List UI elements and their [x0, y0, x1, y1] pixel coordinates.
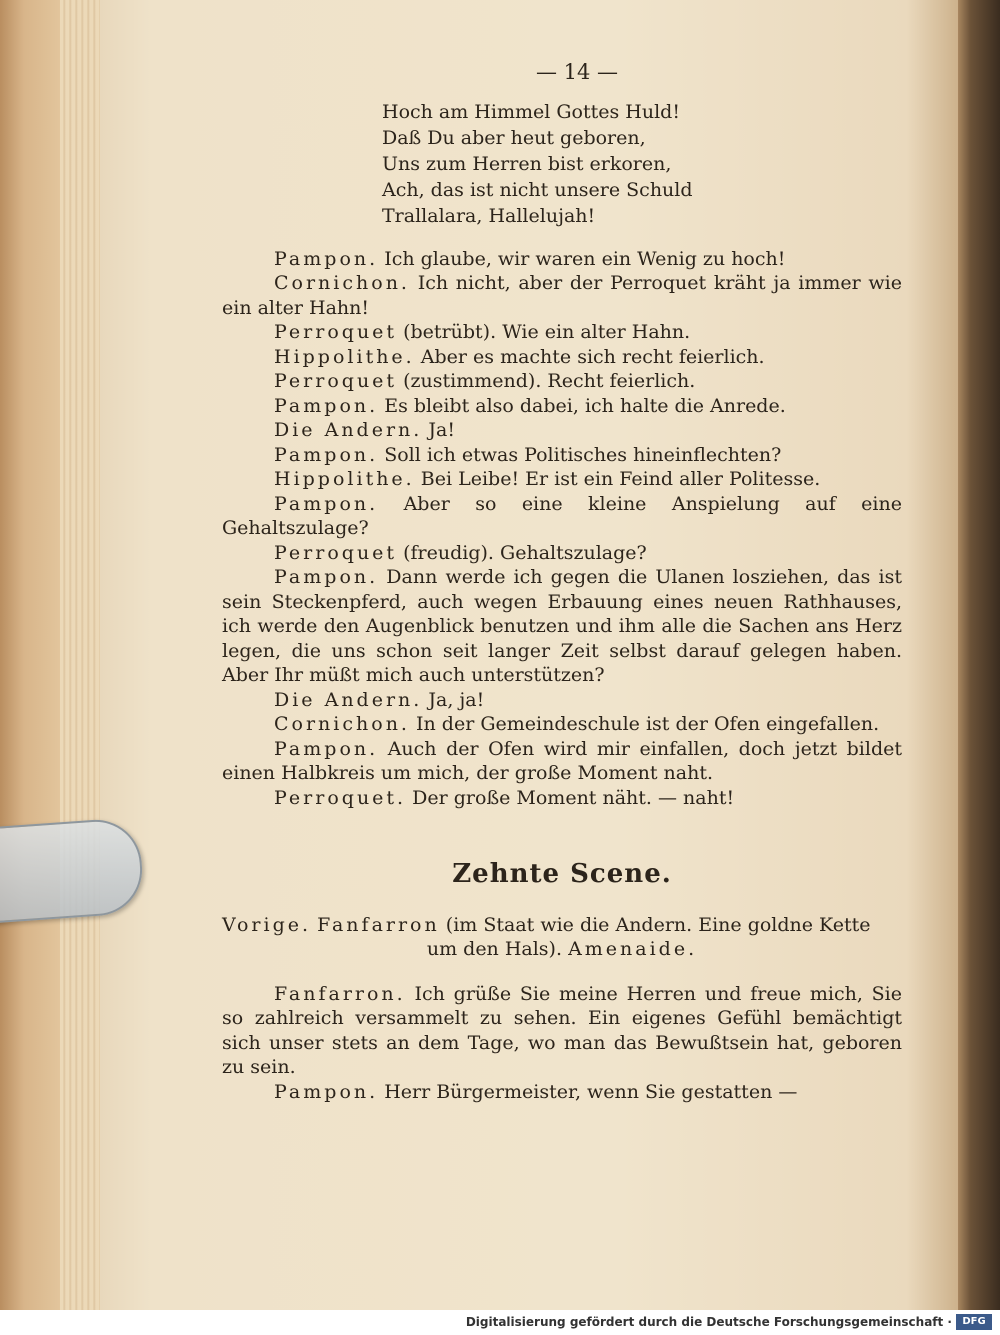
page-edges — [60, 0, 100, 1310]
spoken-text: Recht feierlich. — [547, 370, 696, 392]
spoken-text: Gehaltszulage? — [500, 541, 647, 564]
speaker: Hippolithe. — [274, 345, 415, 368]
speaker: Fanfarron. — [274, 982, 406, 1005]
speaker: Perroquet — [274, 321, 398, 343]
dialogue-line — [222, 345, 902, 370]
verse-line: Trallalara, Hallelujah! — [382, 204, 596, 227]
page-number: — 14 — — [535, 60, 619, 84]
spoken-text: Ich grüße Sie meine Herren und freue mich, Sie so zahlreich versammelt zu sehen. Ein eigenes Gefühl bemächtigt sich unser stets an dem Tage, wo man das Bewußtsein hat, geboren zu sein. — [222, 982, 903, 1078]
speaker: Pampon. — [274, 394, 379, 417]
spoken-text: Ich nicht, aber der Perroquet kräht ja immer wie ein alter Hahn! — [222, 272, 902, 319]
dialogue-line — [222, 467, 902, 492]
footer-bar — [0, 1310, 1000, 1335]
funding-notice: Digitalisierung gefördert durch die Deutsche Forschungsgemeinschaft · — [465, 1315, 952, 1329]
dialogue-line — [222, 492, 902, 541]
speaker: Pampon. — [274, 566, 379, 588]
dialogue-line — [222, 541, 902, 566]
spoken-text: Aber es machte sich recht feierlich. — [420, 345, 765, 368]
song-verse — [222, 99, 902, 229]
cast-direction: (im Staat wie die Andern. Eine goldne Kette — [445, 913, 871, 936]
spoken-text: Herr Bürgermeister, wenn Sie gestatten — — [384, 1080, 798, 1103]
stage-direction: (betrübt). — [403, 321, 497, 343]
dialogue-line — [222, 786, 902, 811]
dialogue-line — [222, 982, 902, 1080]
speaker: Pampon. — [274, 1080, 379, 1103]
speaker: Die Andern. — [274, 688, 423, 711]
spoken-text: Ja! — [428, 419, 455, 441]
dialogue-line — [222, 418, 902, 443]
dialogue-line — [222, 688, 902, 713]
dialogue-line — [222, 712, 902, 737]
speaker: Pampon. — [274, 492, 379, 515]
speaker: Cornichon. — [274, 272, 410, 294]
book-cover-edge — [0, 0, 60, 1310]
spoken-text: Es bleibt also dabei, ich halte die Anrede. — [384, 394, 786, 417]
stage-direction: (freudig). — [403, 541, 494, 564]
spoken-text: Dann werde ich gegen die Ulanen losziehen, das ist sein Steckenpferd, auch wegen Erbauung eines neuen Rathhauses, ich werde den Augenblick benutzen und ihm alle die Sachen ans Herz legen, die uns schon seit langer Zeit selbst darauf gelegen haben. Aber Ihr müßt mich auch unterstützen? — [222, 566, 902, 686]
dialogue-line — [222, 565, 902, 688]
speaker: Perroquet — [274, 541, 398, 564]
dialogue-line — [222, 247, 902, 272]
dialogue-block-1 — [222, 247, 902, 811]
dialogue-line — [222, 320, 902, 345]
verse-line: Ach, das ist nicht unsere Schuld — [382, 178, 693, 201]
scene-heading: Zehnte Scene. — [452, 859, 672, 889]
speaker: Perroquet. — [274, 786, 407, 809]
spoken-text: In der Gemeindeschule ist der Ofen eingefallen. — [416, 713, 880, 735]
spoken-text: Ich glaube, wir waren ein Wenig zu hoch! — [384, 247, 786, 270]
speaker: Hippolithe. — [274, 468, 415, 490]
spoken-text: Aber so eine kleine Anspielung auf eine Gehaltszulage? — [222, 492, 902, 539]
dialogue-line — [222, 737, 902, 786]
dialogue-line — [222, 1080, 902, 1105]
cast-prefix: Vorige. — [222, 913, 312, 936]
speaker: Die Andern. — [274, 419, 423, 441]
spoken-text: Ja, ja! — [428, 688, 485, 711]
verse-line: Uns zum Herren bist erkoren, — [382, 152, 672, 175]
speaker: Perroquet — [274, 370, 398, 392]
speaker: Pampon. — [274, 443, 379, 466]
spoken-text: Auch der Ofen wird mir einfallen, doch jetzt bildet einen Halbkreis um mich, der große Moment naht. — [222, 737, 902, 784]
stage-direction: (zustimmend). — [403, 370, 542, 392]
speaker: Cornichon. — [274, 713, 410, 735]
spoken-text: Bei Leibe! Er ist ein Feind aller Politesse. — [420, 468, 821, 490]
page-text — [222, 60, 902, 1104]
dfg-logo: DFG — [956, 1314, 992, 1330]
dialogue-line — [222, 394, 902, 419]
spoken-text: Soll ich etwas Politisches hineinflechten? — [384, 443, 782, 466]
dialogue-line — [222, 369, 902, 394]
speaker: Pampon. — [274, 247, 379, 270]
cast-name: Amenaide. — [568, 938, 698, 960]
verse-line: Daß Du aber heut geboren, — [382, 126, 646, 149]
dialogue-line — [222, 271, 902, 320]
verse-line: Hoch am Himmel Gottes Huld! — [382, 100, 680, 123]
speaker: Pampon. — [274, 737, 379, 760]
spoken-text: Wie ein alter Hahn. — [502, 321, 691, 343]
spoken-text: Der große Moment näht. — naht! — [412, 786, 735, 809]
book-gutter-shadow — [958, 0, 1000, 1310]
cast-direction: um den Hals). — [426, 938, 563, 960]
cast-name: Fanfarron — [317, 913, 440, 936]
dialogue-line — [222, 443, 902, 468]
cast-list — [222, 913, 902, 962]
cast-line-2 — [222, 937, 902, 962]
dialogue-block-2 — [222, 982, 902, 1105]
